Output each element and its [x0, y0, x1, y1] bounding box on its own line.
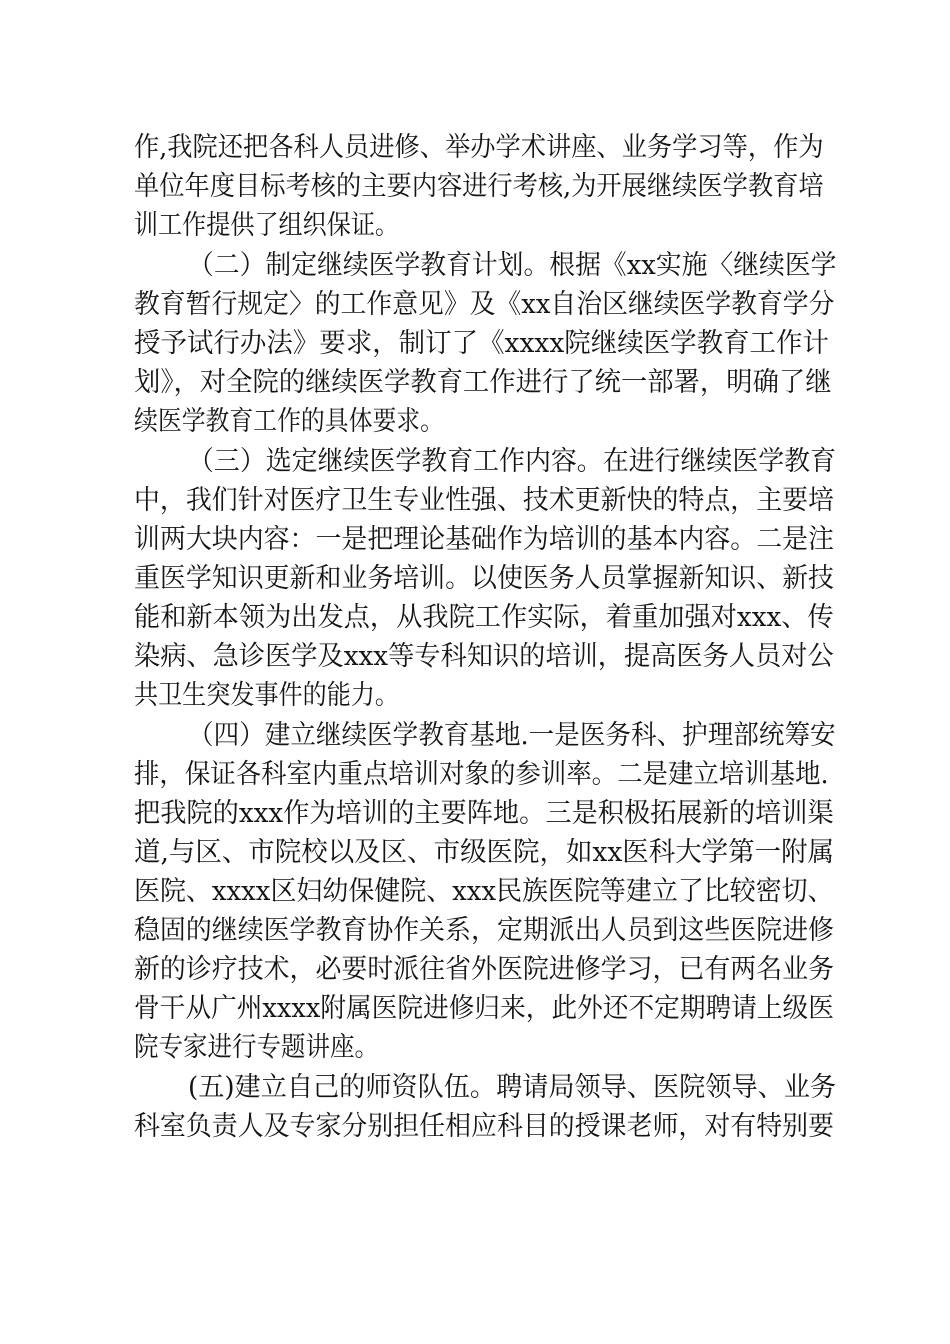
text-line: 作,我院还把各科人员进修、举办学术讲座、业务学习等，作为 [134, 132, 824, 163]
text-line: 授予试行办法》要求，制订了《xxxx院继续医学教育工作计 [134, 328, 829, 359]
text-line: 排，保证各科室内重点培训对象的参训率。二是建立培训基地. [134, 759, 829, 790]
section-heading-line: (五)建立自己的师资队伍。聘请局领导、医院领导、业务 [188, 1072, 837, 1103]
text-line: 重医学知识更新和业务培训。以使医务人员掌握新知识、新技 [134, 563, 834, 594]
section-heading-line: （二）制定继续医学教育计划。根据《xx实施〈继续医学 [188, 250, 837, 281]
text-line: 把我院的xxx作为培训的主要阵地。三是积极拓展新的培训渠 [134, 798, 834, 829]
text-line: 训工作提供了组织保证。 [134, 210, 400, 241]
text-line: 训两大块内容：一是把理论基础作为培训的基本内容。二是注 [134, 524, 834, 555]
text-line: 共卫生突发事件的能力。 [134, 680, 400, 711]
text-line: 院专家进行专题讲座。 [134, 1032, 379, 1063]
text-line: 道,与区、市院校以及区、市级医院，如xx医科大学第一附属 [134, 837, 835, 868]
text-line: 稳固的继续医学教育协作关系，定期派出人员到这些医院进修 [134, 915, 834, 946]
section-heading-line: （三）选定继续医学教育工作内容。在进行继续医学教育 [188, 446, 836, 477]
text-line: 续医学教育工作的具体要求。 [134, 406, 445, 437]
text-line: 科室负责人及专家分别担任相应科目的授课老师，对有特别要 [134, 1111, 834, 1142]
text-line: 能和新本领为出发点，从我院工作实际，着重加强对xxx、传 [134, 602, 834, 633]
section-heading-line: （四）建立继续医学教育基地.一是医务科、护理部统筹安 [188, 720, 836, 751]
text-line: 染病、急诊医学及xxx等专科知识的培训，提高医务人员对公 [134, 641, 834, 672]
text-line: 中，我们针对医疗卫生专业性强、技术更新快的特点，主要培 [134, 485, 834, 516]
text-line: 新的诊疗技术，必要时派往省外医院进修学习，已有两名业务 [134, 954, 834, 985]
text-line: 单位年度目标考核的主要内容进行考核,为开展继续医学教育培 [134, 171, 824, 202]
text-line: 骨干从广州xxxx附属医院进修归来，此外还不定期聘请上级医 [134, 993, 834, 1024]
text-line: 医院、xxxx区妇幼保健院、xxx民族医院等建立了比较密切、 [134, 876, 834, 907]
text-line: 教育暂行规定〉的工作意见》及《xx自治区继续医学教育学分 [134, 289, 835, 320]
text-line: 划》，对全院的继续医学教育工作进行了统一部署，明确了继 [134, 367, 832, 398]
